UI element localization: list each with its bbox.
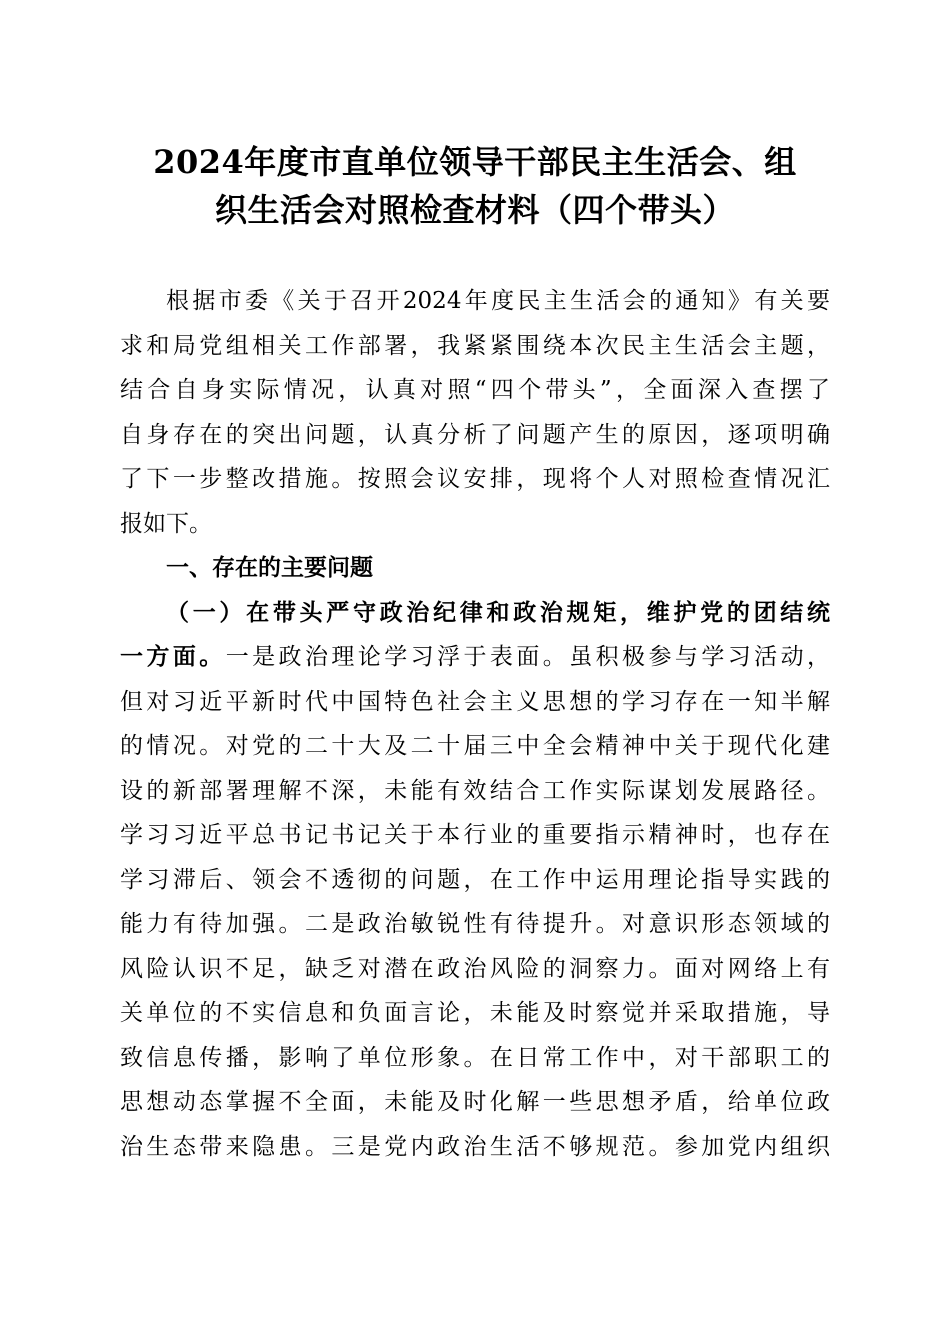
subsection-line: 风险认识不足，缺乏对潜在政治风险的洞察力。面对网络上有 bbox=[120, 955, 830, 982]
title-line-1: 2024年度市直单位领导干部民主生活会、组 bbox=[153, 143, 797, 181]
subsection-line: 学习习近平总书记书记关于本行业的重要指示精神时，也存在 bbox=[120, 822, 830, 848]
intro-line: 根据市委《关于召开2024年度民主生活会的通知》有关要 bbox=[166, 288, 830, 314]
subsection-line: 致信息传播，影响了单位形象。在日常工作中，对干部职工的 bbox=[120, 1044, 830, 1071]
subsection-line bbox=[120, 635, 830, 680]
subsection-paragraph bbox=[120, 591, 830, 1170]
intro-line: 报如下。 bbox=[120, 510, 212, 537]
document-body bbox=[120, 279, 830, 1169]
section-heading: 一、存在的主要问题 bbox=[166, 555, 373, 581]
subsection-line: 设的新部署理解不深，未能有效结合工作实际谋划发展路径。 bbox=[120, 777, 830, 804]
subsection-lead-line: （一）在带头严守政治纪律和政治规矩，维护党的团结统 bbox=[166, 598, 830, 626]
intro-paragraph bbox=[120, 279, 830, 546]
intro-line: 了下一步整改措施。按照会议安排，现将个人对照检查情况汇 bbox=[120, 466, 830, 492]
document-title bbox=[120, 138, 830, 234]
subsection-lead-end: 一方面。 bbox=[120, 643, 226, 670]
intro-line: 求和局党组相关工作部署，我紧紧围绕本次民主生活会主题， bbox=[120, 332, 830, 359]
subsection-line: 但对习近平新时代中国特色社会主义思想的学习存在一知半解 bbox=[120, 688, 830, 715]
title-line-2: 织生活会对照检查材料（四个带头） bbox=[214, 191, 735, 229]
intro-line: 自身存在的突出问题，认真分析了问题产生的原因，逐项明确 bbox=[120, 421, 830, 448]
subsection-line: 治生态带来隐患。三是党内政治生活不够规范。参加党内组织 bbox=[120, 1133, 830, 1160]
subsection-line-rest: 一是政治理论学习浮于表面。虽积极参与学习活动， bbox=[225, 644, 831, 670]
subsection-line: 思想动态掌握不全面，未能及时化解一些思想矛盾，给单位政 bbox=[120, 1089, 830, 1115]
intro-line: 结合自身实际情况，认真对照“四个带头”，全面深入查摆了 bbox=[120, 377, 830, 403]
subsection-line: 学习滞后、领会不透彻的问题，在工作中运用理论指导实践的 bbox=[120, 866, 830, 893]
subsection-line: 能力有待加强。二是政治敏锐性有待提升。对意识形态领域的 bbox=[120, 911, 830, 937]
subsection-line: 的情况。对党的二十大及二十届三中全会精神中关于现代化建 bbox=[120, 733, 830, 759]
subsection-line: 关单位的不实信息和负面言论，未能及时察觉并采取措施，导 bbox=[120, 1000, 830, 1026]
